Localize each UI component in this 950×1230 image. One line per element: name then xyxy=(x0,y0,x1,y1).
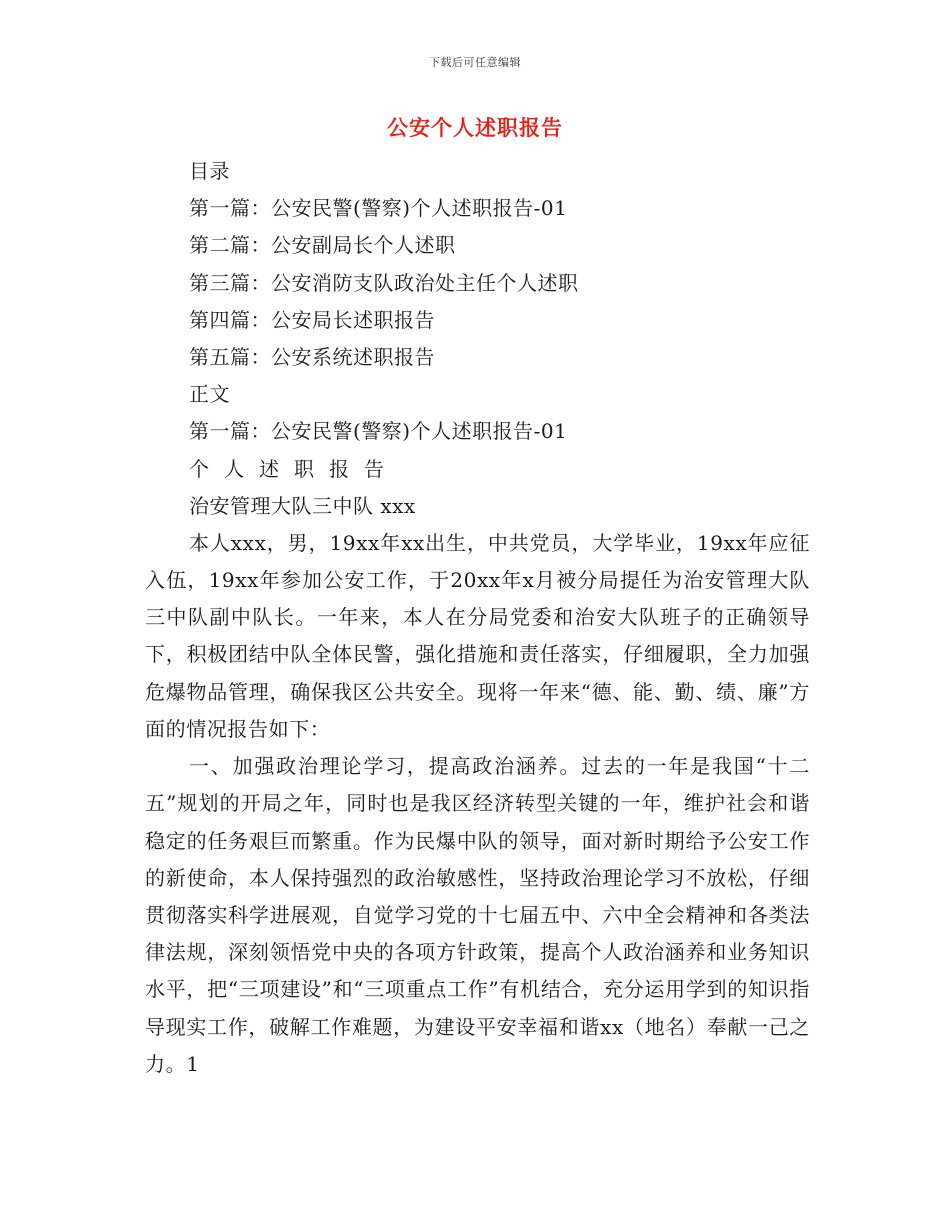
document-body xyxy=(145,153,810,1083)
page-header-note: 下载后可任意编辑 xyxy=(429,56,521,69)
body-paragraph: 本人xxx，男，19xx年xx出生，中共党员，大学毕业，19xx年应征入伍，19xx年参加公安工作，于20xx年x月被分局提任为治安管理大队三中队副中队长。一年来，本人在分局党委和治安大队班子的正确领导下，积极团结中队全体民警，强化措施和责任落实，仔细履职，全力加强危爆物品管理，确保我区公共安全。现将一年来“德、能、勤、绩、廉”方面的情况报告如下： xyxy=(145,530,810,741)
document-title: 公安个人述职报告 xyxy=(387,115,563,140)
toc-item: 第三篇：公安消防支队政治处主任个人述职 xyxy=(189,270,579,295)
toc-item: 第四篇：公安局长述职报告 xyxy=(189,307,435,332)
body-heading: 正文 xyxy=(189,382,230,407)
author-line: 治安管理大队三中队 xxx xyxy=(189,493,416,518)
toc-item: 第一篇：公安民警(警察)个人述职报告-01 xyxy=(189,196,568,221)
toc-heading: 目录 xyxy=(189,159,230,183)
toc-item: 第五篇：公安系统述职报告 xyxy=(189,344,435,369)
body-paragraph: 一、加强政治理论学习，提高政治涵养。过去的一年是我国“十二五”规划的开局之年，同时也是我区经济转型关键的一年，维护社会和谐稳定的任务艰巨而繁重。作为民爆中队的领导，面对新时期给予公安工作的新使命，本人保持强烈的政治敏感性，坚持政治理论学习不放松，仔细贯彻落实科学进展观，自觉学习党的十七届五中、六中全会精神和各类法律法规，深刻领悟党中央的各项方针政策，提高个人政治涵养和业务知识水平，把“三项建设”和“三项重点工作”有机结合，充分运用学到的知识指导现实工作，破解工作难题，为建设平安幸福和谐xx（地名）奉献一己之力。1 xyxy=(145,754,810,1076)
toc-item: 第二篇：公安副局长个人述职 xyxy=(189,233,456,258)
section-title: 第一篇：公安民警(警察)个人述职报告-01 xyxy=(189,419,568,444)
report-heading: 个人述职报告 xyxy=(189,456,399,481)
